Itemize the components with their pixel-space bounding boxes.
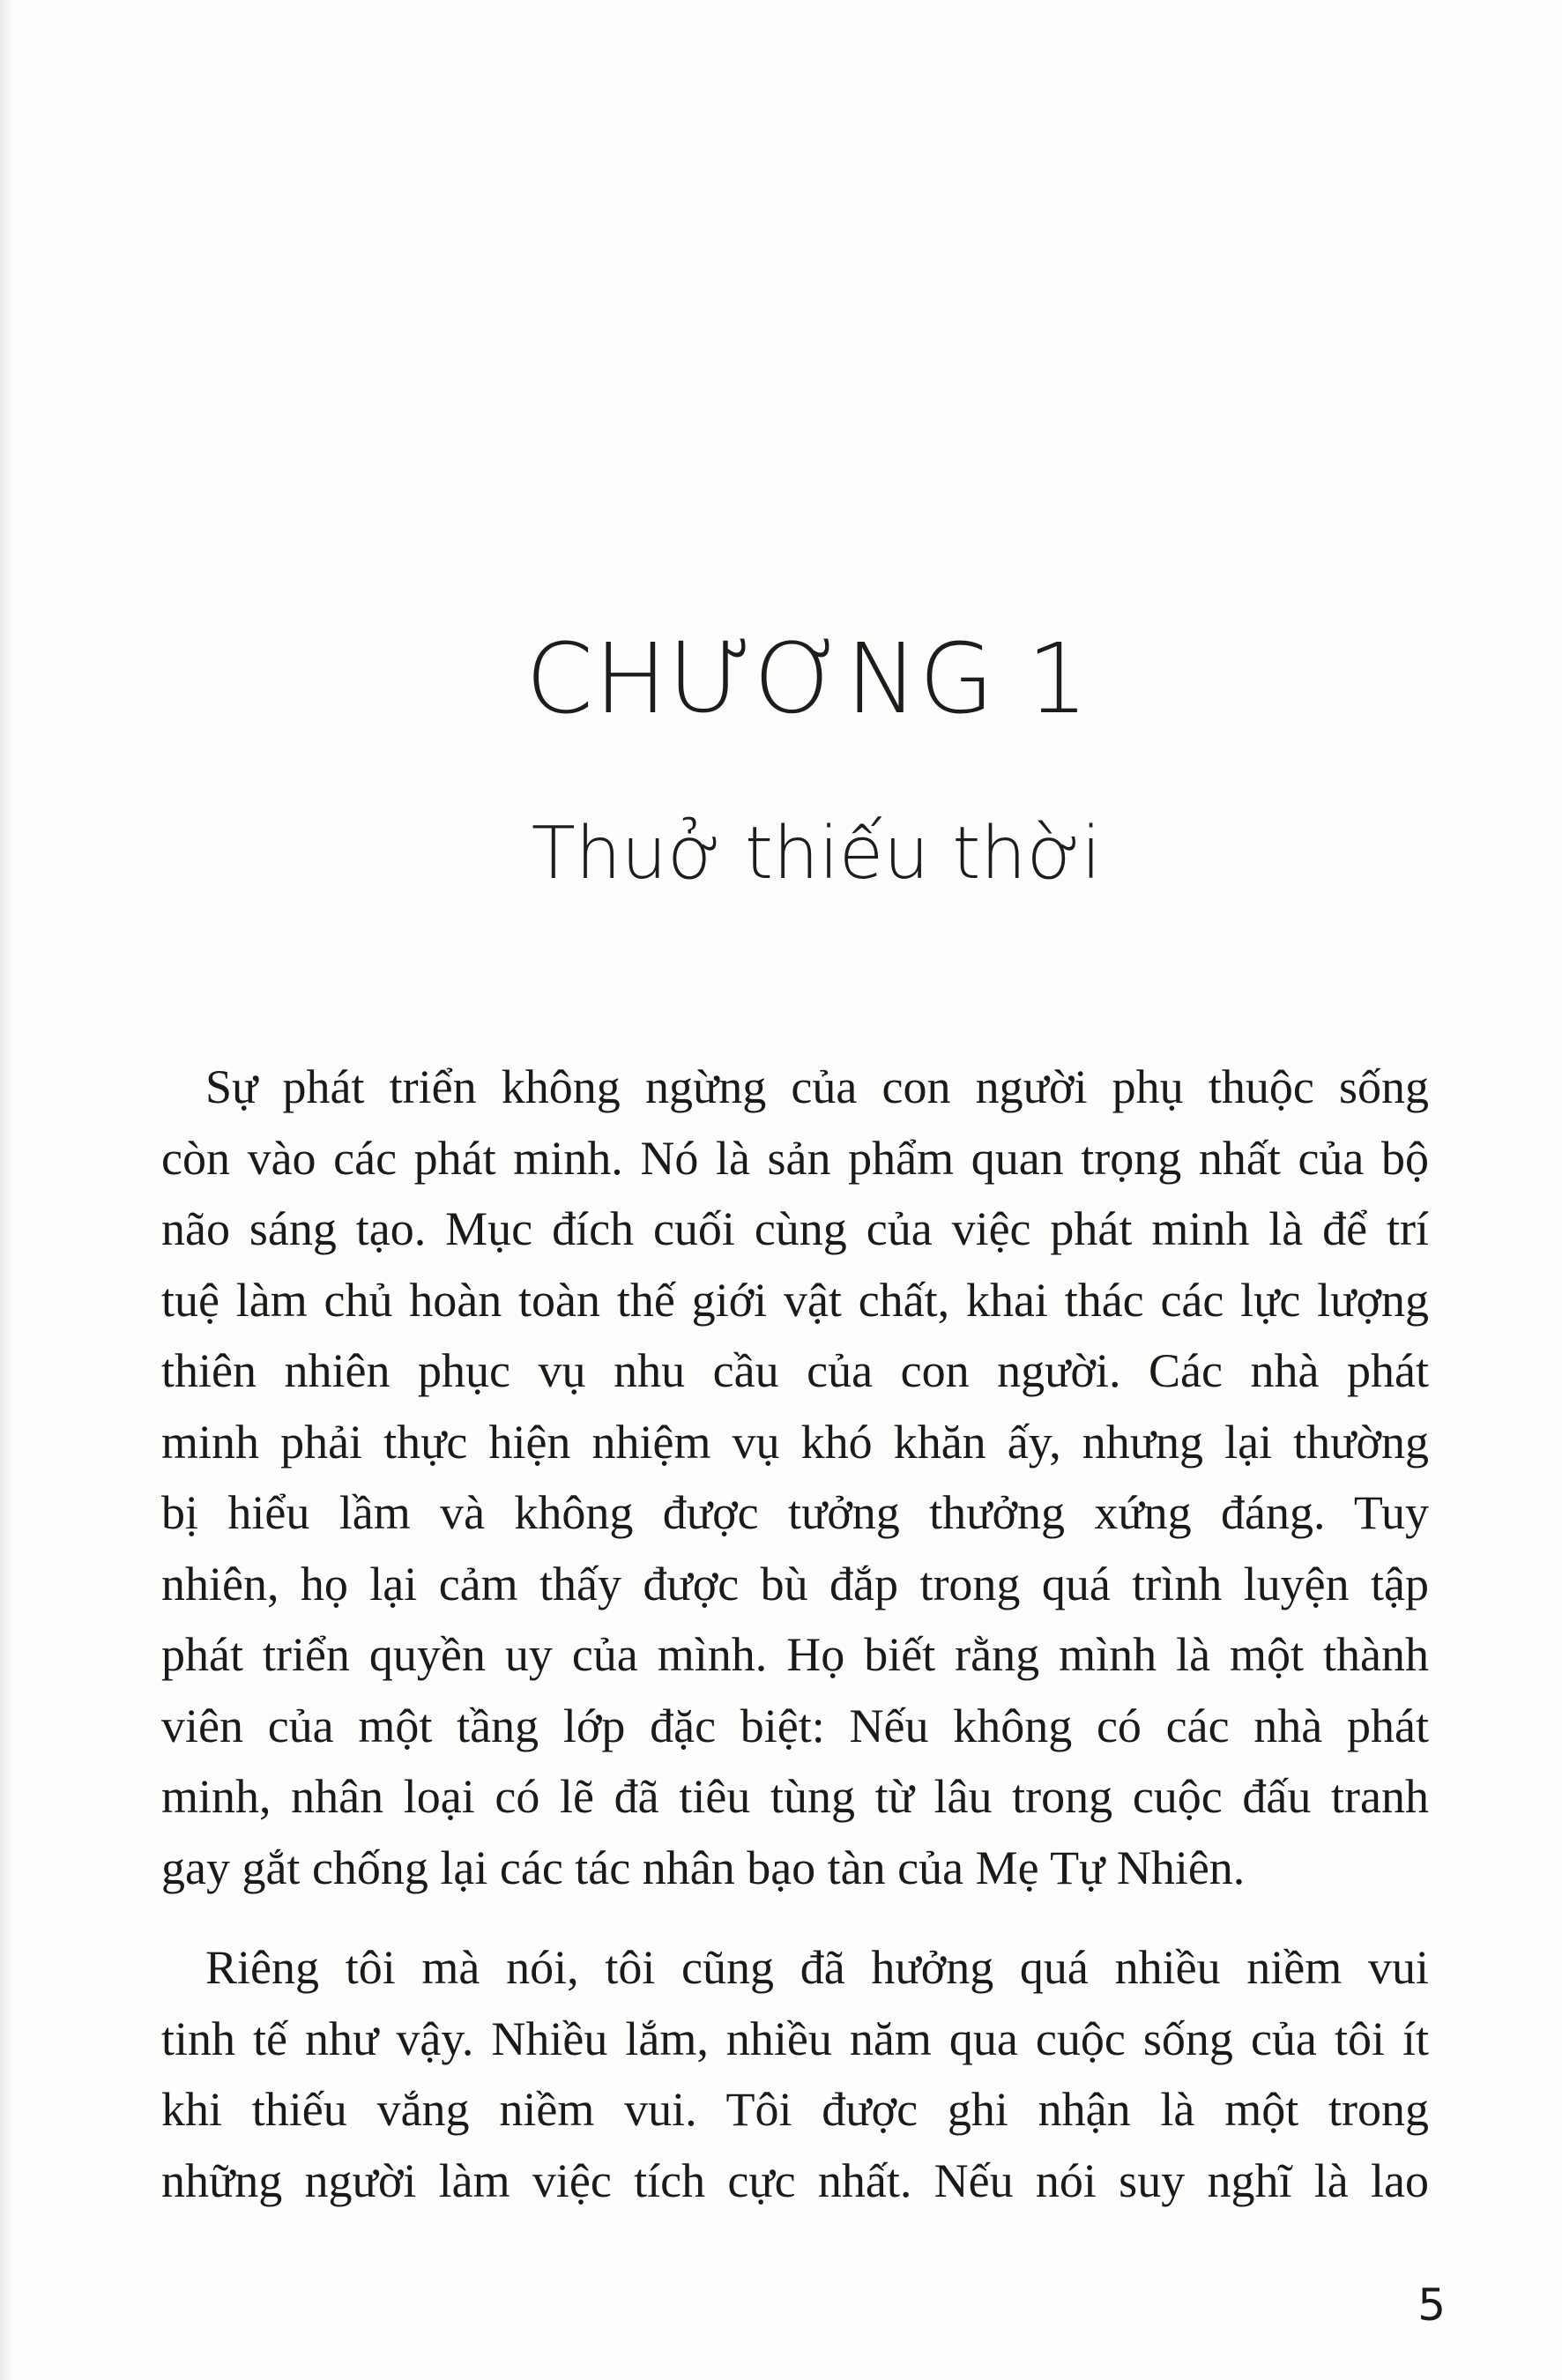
text-line: những người làm việc tích cực nhất. Nếu nói suy nghĩ là lao: [161, 2153, 1429, 2207]
chapter-number: CHƯƠNG 1: [525, 622, 1090, 735]
text-line: gay gắt chống lại các tác nhân bạo tàn của Mẹ Tự Nhiên.: [161, 1841, 1246, 1894]
text-line: nhiên, họ lại cảm thấy được bù đắp trong quá trình luyện tập: [161, 1557, 1429, 1610]
text-line: não sáng tạo. Mục đích cuối cùng của việc phát minh là để trí: [161, 1202, 1429, 1255]
text-line: thiên nhiên phục vụ nhu cầu của con người. Các nhà phát: [161, 1344, 1429, 1397]
text-line: tinh tế như vậy. Nhiều lắm, nhiều năm qua cuộc sống của tôi ít: [161, 2012, 1429, 2065]
text-line: Riêng tôi mà nói, tôi cũng đã hưởng quá nhiều niềm vui: [205, 1941, 1429, 1994]
page-binding-edge: [0, 0, 12, 2380]
text-line: phát triển quyền uy của mình. Họ biết rằng mình là một thành: [161, 1628, 1429, 1681]
text-line: khi thiếu vắng niềm vui. Tôi được ghi nhận là một trong: [161, 2083, 1429, 2136]
text-line: Sự phát triển không ngừng của con người phụ thuộc sống: [205, 1060, 1429, 1113]
text-line: tuệ làm chủ hoàn toàn thế giới vật chất, khai thác các lực lượng: [161, 1273, 1429, 1327]
text-line: viên của một tầng lớp đặc biệt: Nếu không có các nhà phát: [161, 1699, 1429, 1752]
text-line: còn vào các phát minh. Nó là sản phẩm quan trọng nhất của bộ: [161, 1131, 1429, 1185]
paragraph-1: [161, 1052, 1429, 1903]
text-line: minh phải thực hiện nhiệm vụ khó khăn ấy, nhưng lại thường: [161, 1415, 1429, 1469]
paragraph-2: [161, 1932, 1429, 2216]
text-line: bị hiểu lầm và không được tưởng thưởng xứng đáng. Tuy: [161, 1486, 1429, 1539]
page-number: 5: [1417, 2280, 1446, 2331]
chapter-title: Thuở thiếu thời: [531, 812, 1102, 896]
text-line: minh, nhân loại có lẽ đã tiêu tùng từ lâu trong cuộc đấu tranh: [161, 1770, 1429, 1823]
